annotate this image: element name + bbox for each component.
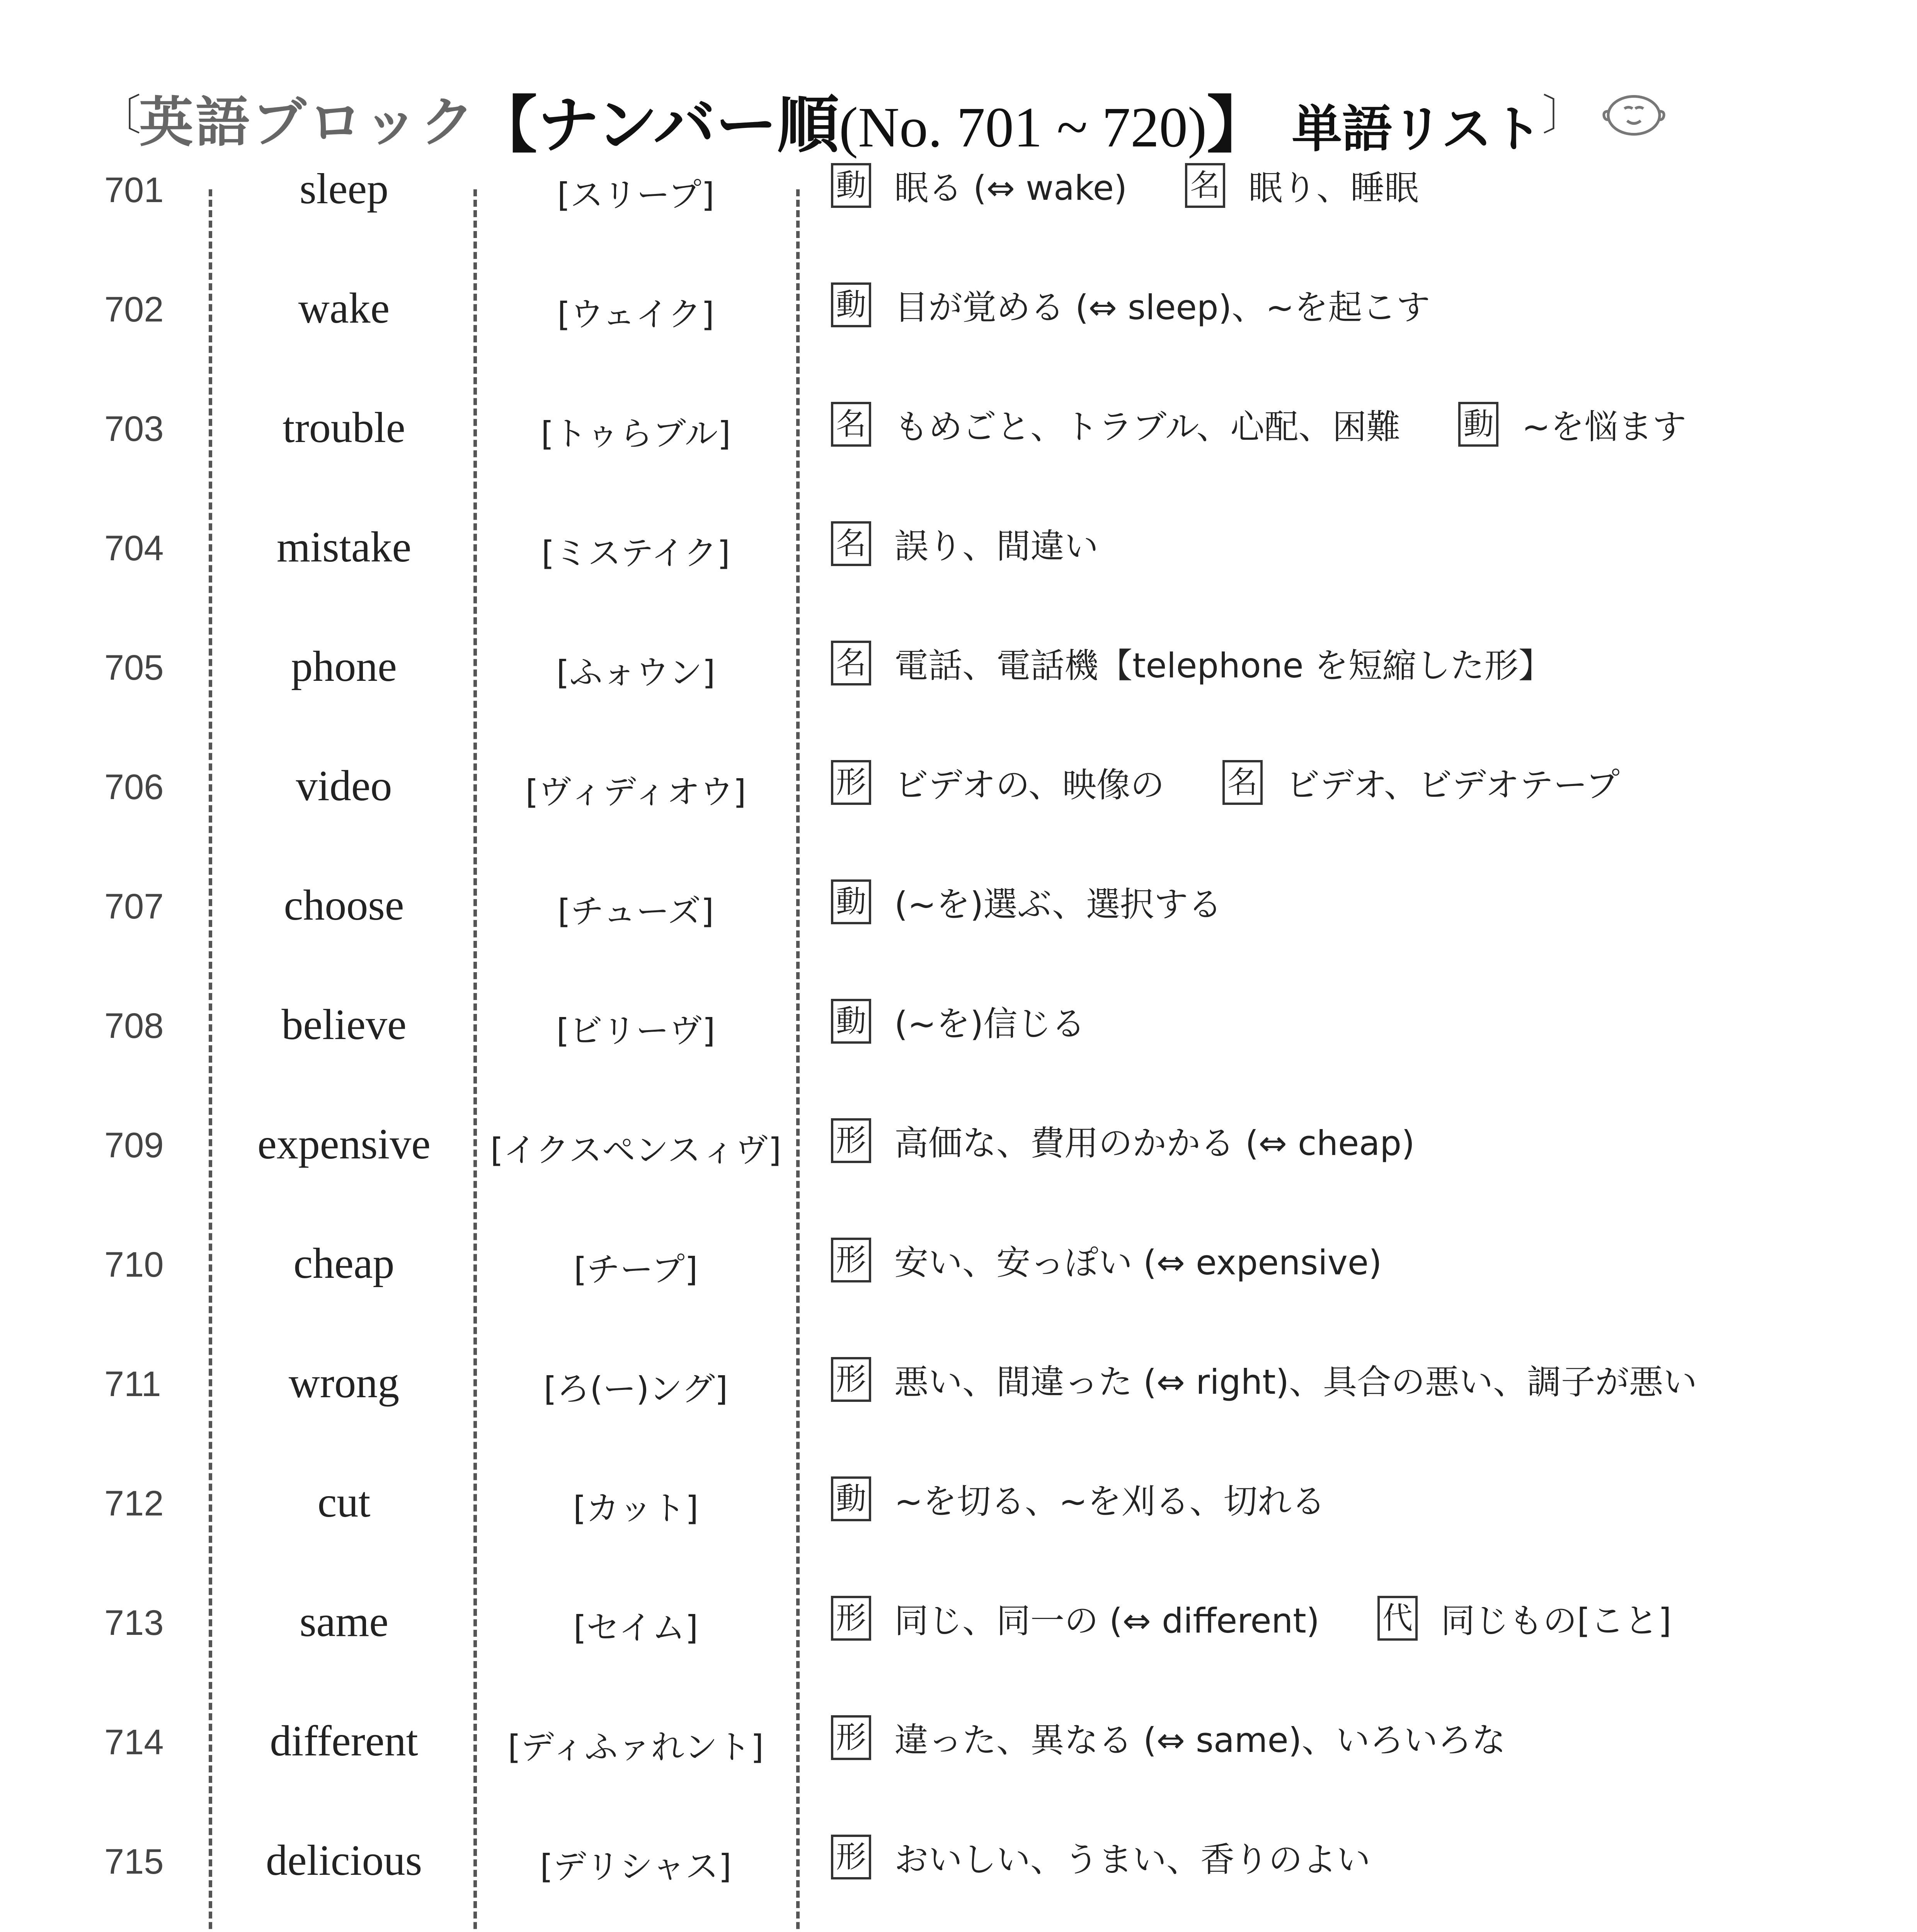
pronunciation: [トゥらブル] xyxy=(541,415,731,453)
meaning-text: 目が覚める (⇔ sleep)、~を起こす xyxy=(894,287,1430,327)
part-of-speech-badge: 名 xyxy=(831,521,871,566)
pronunciation: [デリシャス] xyxy=(540,1847,732,1886)
meaning-text: (~を)信じる xyxy=(894,1004,1086,1044)
english-word: mistake xyxy=(276,523,412,571)
word-number: 712 xyxy=(104,1484,164,1523)
word-row xyxy=(0,848,1917,967)
english-word: wake xyxy=(298,284,390,332)
word-number: 710 xyxy=(104,1245,164,1284)
meaning-text: もめごと、トラブル、心配、困難 xyxy=(894,407,1401,447)
english-word: choose xyxy=(284,881,404,929)
word-row xyxy=(0,967,1917,1087)
part-of-speech-badge: 形 xyxy=(831,1835,871,1879)
pronunciation: [ディふァれント] xyxy=(507,1728,764,1767)
meaning-text: 眠り、睡眠 xyxy=(1248,168,1419,208)
word-number: 704 xyxy=(104,529,164,568)
word-number: 702 xyxy=(104,290,164,329)
word-number: 707 xyxy=(104,887,164,926)
definition xyxy=(831,160,1418,211)
english-word: cheap xyxy=(293,1240,395,1287)
word-number: 706 xyxy=(104,767,164,807)
english-word: phone xyxy=(291,643,397,690)
word-row xyxy=(0,1922,1917,1932)
word-row xyxy=(0,1684,1917,1803)
definition xyxy=(831,1593,1672,1643)
meaning-text: ビデオ、ビデオテープ xyxy=(1285,765,1620,805)
part-of-speech-badge: 形 xyxy=(831,1596,871,1641)
definition xyxy=(831,996,1085,1046)
english-word: same xyxy=(299,1598,389,1646)
part-of-speech-badge: 動 xyxy=(831,879,871,924)
part-of-speech-badge: 形 xyxy=(831,1357,871,1402)
pronunciation: [チューズ] xyxy=(557,892,714,931)
definition xyxy=(831,1713,1506,1763)
word-number: 705 xyxy=(104,648,164,687)
meaning-text: ~を悩ます xyxy=(1522,407,1687,447)
word-row xyxy=(0,1803,1917,1922)
meaning-text: 違った、異なる (⇔ same)、いろいろな xyxy=(894,1720,1506,1760)
part-of-speech-badge: 形 xyxy=(831,1118,871,1163)
part-of-speech-badge: 名 xyxy=(1222,760,1263,805)
word-row xyxy=(0,370,1917,490)
meaning-text: 安い、安っぽい (⇔ expensive) xyxy=(894,1243,1382,1282)
word-row xyxy=(0,490,1917,609)
english-word: expensive xyxy=(257,1120,431,1168)
meaning-text: (~を)選ぶ、選択する xyxy=(894,884,1222,924)
part-of-speech-badge: 代 xyxy=(1377,1596,1418,1641)
pronunciation: [ミステイク] xyxy=(541,534,730,573)
word-row xyxy=(0,251,1917,370)
word-number: 713 xyxy=(104,1603,164,1643)
word-row xyxy=(0,1445,1917,1564)
part-of-speech-badge: 名 xyxy=(831,402,871,447)
word-number: 708 xyxy=(104,1006,164,1046)
word-row xyxy=(0,1087,1917,1206)
pronunciation: [セイム] xyxy=(573,1609,698,1647)
english-word: delicious xyxy=(266,1837,422,1884)
pronunciation: [スリープ] xyxy=(557,176,715,214)
part-of-speech-badge: 動 xyxy=(831,282,871,327)
word-number: 714 xyxy=(104,1723,164,1762)
english-word: trouble xyxy=(283,404,405,452)
word-number: 709 xyxy=(104,1126,164,1165)
word-row xyxy=(0,1325,1917,1445)
pronunciation: [カット] xyxy=(573,1489,699,1528)
word-number: 701 xyxy=(104,170,164,210)
title-left: 【ナンバー順 xyxy=(475,89,839,161)
word-row xyxy=(0,1564,1917,1684)
english-word: cut xyxy=(317,1478,371,1526)
pronunciation: [ウェイク] xyxy=(557,295,714,334)
pronunciation: [チープ] xyxy=(574,1250,698,1289)
word-number: 703 xyxy=(104,409,164,449)
part-of-speech-badge: 動 xyxy=(1458,402,1498,447)
part-of-speech-badge: 形 xyxy=(831,1715,871,1760)
definition xyxy=(831,757,1620,808)
part-of-speech-badge: 形 xyxy=(831,760,871,805)
english-word: sleep xyxy=(299,165,389,213)
definition xyxy=(831,1474,1325,1524)
word-row xyxy=(0,131,1917,251)
definition xyxy=(831,519,1098,569)
meaning-text: ビデオの、映像の xyxy=(894,765,1165,805)
part-of-speech-badge: 名 xyxy=(831,641,871,685)
definition xyxy=(831,877,1222,927)
word-row xyxy=(0,728,1917,848)
word-number: 715 xyxy=(104,1842,164,1881)
english-word: video xyxy=(296,762,392,810)
definition xyxy=(831,638,1553,688)
part-of-speech-badge: 形 xyxy=(831,1238,871,1282)
meaning-text: 眠る (⇔ wake) xyxy=(894,168,1127,208)
part-of-speech-badge: 動 xyxy=(831,999,871,1044)
title-range: (No. 701 ~ 720) xyxy=(839,96,1207,159)
title-subtitle: 単語リスト xyxy=(1292,100,1542,158)
meaning-text: 電話、電話機【telephone を短縮した形】 xyxy=(894,646,1553,685)
definition xyxy=(831,1116,1415,1166)
title-right: 】 xyxy=(1207,89,1269,161)
english-word: wrong xyxy=(288,1359,400,1407)
pronunciation: [ヴィディオウ] xyxy=(525,773,746,811)
meaning-text: 誤り、間違い xyxy=(894,526,1099,566)
definition xyxy=(831,399,1686,449)
english-word: believe xyxy=(281,1001,407,1049)
header-bracket-close: 〕 xyxy=(1542,90,1585,140)
word-number: 711 xyxy=(104,1364,161,1404)
pronunciation: [ろ(ー)ング] xyxy=(543,1370,728,1408)
pronunciation: [ふォウン] xyxy=(556,653,715,692)
meaning-text: 悪い、間違った (⇔ right)、具合の悪い、調子が悪い xyxy=(894,1362,1697,1402)
part-of-speech-badge: 動 xyxy=(831,1476,871,1521)
meaning-text: おいしい、うまい、香りのよい xyxy=(894,1840,1371,1879)
definition xyxy=(831,1354,1697,1405)
brand-logo: 英語ブロック xyxy=(139,91,477,154)
definition xyxy=(831,1832,1371,1882)
definition xyxy=(831,1235,1382,1285)
meaning-text: 同じ、同一の (⇔ different) xyxy=(894,1601,1320,1641)
word-row xyxy=(0,1206,1917,1325)
meaning-text: 高価な、費用のかかる (⇔ cheap) xyxy=(894,1123,1415,1163)
meaning-text: 同じもの[こと] xyxy=(1441,1601,1672,1641)
part-of-speech-badge: 名 xyxy=(1185,163,1225,208)
english-word: different xyxy=(270,1717,418,1765)
definition xyxy=(831,280,1430,330)
meaning-text: ~を切る、~を刈る、切れる xyxy=(894,1481,1326,1521)
pronunciation: [イクスペンスィヴ] xyxy=(490,1131,781,1170)
header-bracket-open: 〔 xyxy=(99,90,141,140)
part-of-speech-badge: 動 xyxy=(831,163,871,208)
word-row xyxy=(0,609,1917,728)
pronunciation: [ビリーヴ] xyxy=(556,1012,715,1050)
